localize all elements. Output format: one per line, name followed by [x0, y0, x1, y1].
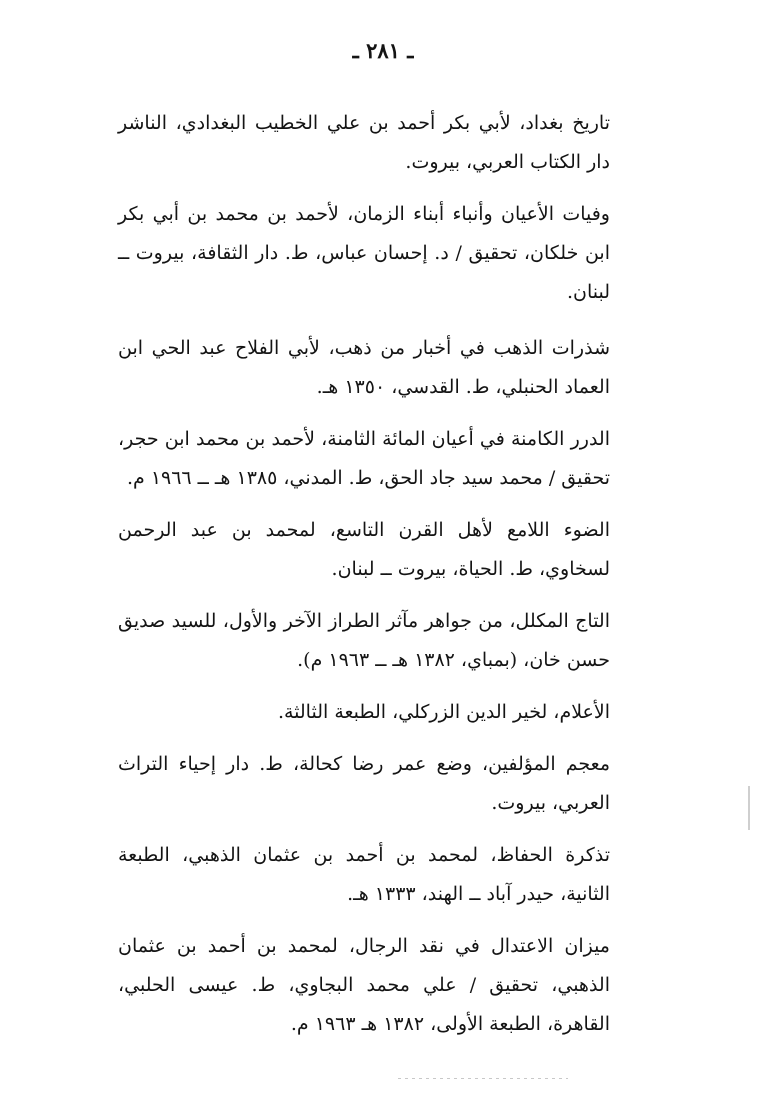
bibliography-entry: شذرات الذهب في أخبار من ذهب، لأبي الفلاح عبد الحي ابن العماد الحنبلي، ط. القدسي، ١٣٥٠ هـ.: [118, 337, 610, 398]
bibliography-entry: معجم المؤلفين، وضع عمر رضا كحالة، ط. دار إحياء التراث العربي، بيروت.: [118, 753, 610, 814]
bibliography-entry: تاريخ بغداد، لأبي بكر أحمد بن علي الخطيب البغدادي، الناشر دار الكتاب العربي، بيروت.: [118, 112, 610, 173]
bibliography-entry: تذكرة الحفاظ، لمحمد بن أحمد بن عثمان الذهبي، الطبعة الثانية، حيدر آباد ــ الهند، ١٣٣٣ هـ.: [118, 844, 610, 905]
bibliography-entry: الدرر الكامنة في أعيان المائة الثامنة، لأحمد بن محمد ابن حجر، تحقيق / محمد سيد جاد الحق، ط. المدني، ١٣٨٥ هـ ــ ١٩٦٦ م.: [118, 428, 610, 489]
bibliography-entry: وفيات الأعيان وأنباء أبناء الزمان، لأحمد بن محمد بن أبي بكر ابن خلكان، تحقيق / د. إحسان عباس، ط. دار الثقافة، بيروت ــ لبنان.: [118, 203, 610, 303]
page-number: ـ ٢٨١ ـ: [352, 38, 414, 63]
bibliography-entry: التاج المكلل، من جواهر مآثر الطراز الآخر والأول، للسيد صديق حسن خان، (بمباي، ١٣٨٢ هـ ــ ١٩٦٣ م).: [118, 610, 610, 671]
bibliography-entry: الضوء اللامع لأهل القرن التاسع، لمحمد بن عبد الرحمن لسخاوي، ط. الحياة، بيروت ــ لبنان.: [118, 519, 610, 580]
scan-artifact-mark: [748, 786, 750, 830]
bibliography-entry: الأعلام، لخير الدين الزركلي، الطبعة الثالثة.: [277, 701, 610, 723]
bibliography-entry: ميزان الاعتدال في نقد الرجال، لمحمد بن أحمد بن عثمان الذهبي، تحقيق / علي محمد البجاوي، ط. عيسى الحلبي، القاهرة، الطبعة الأولى، ١٣٨٢ هـ ١٩٦٣ م.: [118, 935, 610, 1035]
scan-artifact-line: [398, 1078, 568, 1079]
bibliography-list: [118, 104, 644, 1057]
